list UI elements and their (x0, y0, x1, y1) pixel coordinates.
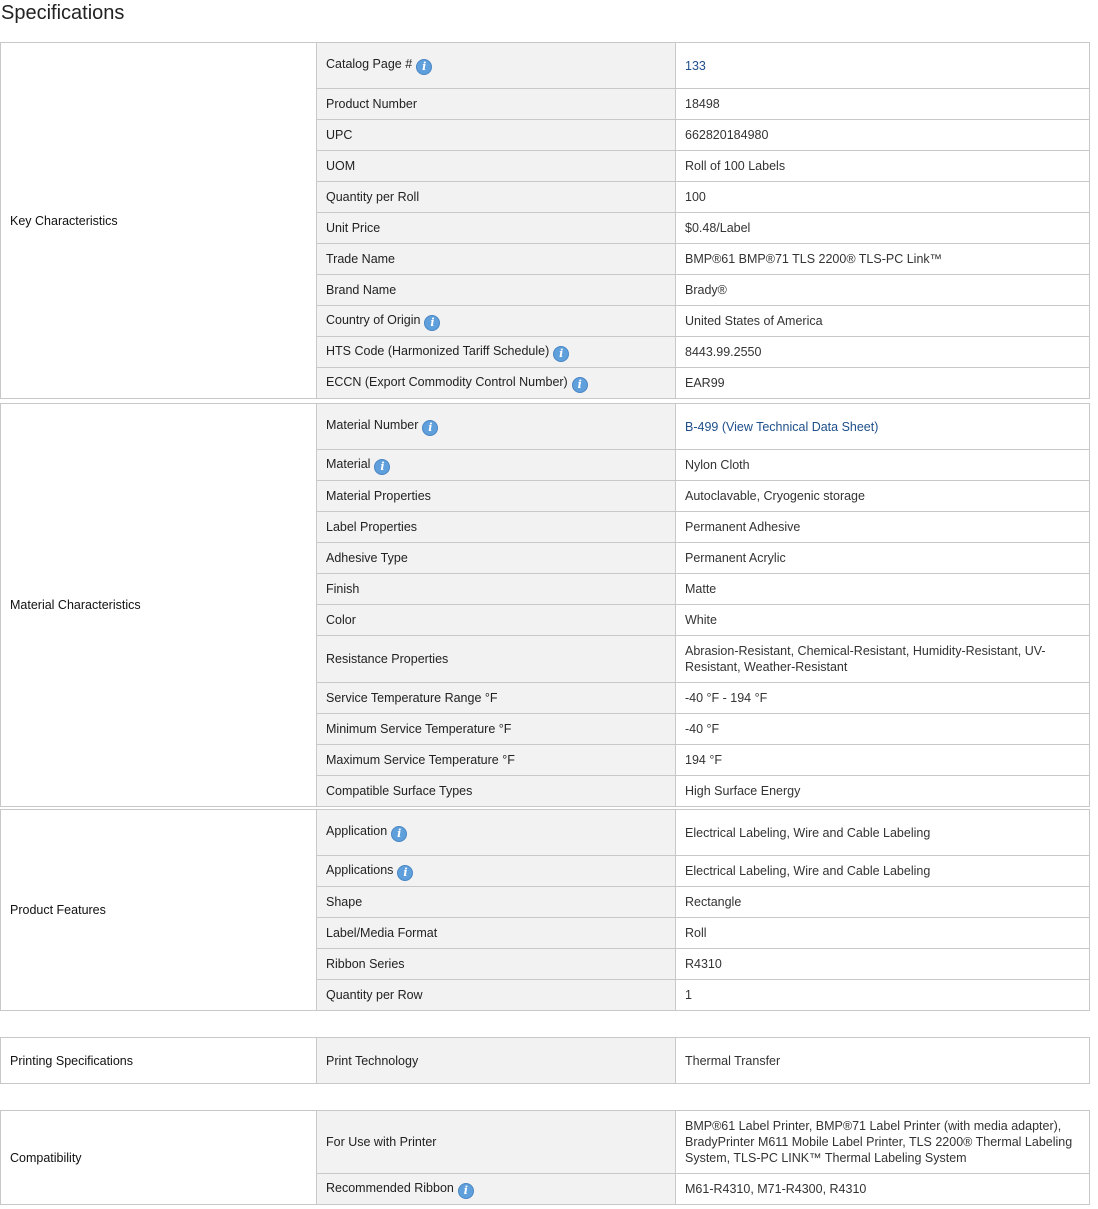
spec-value-cell (676, 605, 1090, 636)
spec-label: Recommended Ribbon (326, 1180, 454, 1195)
spec-label-cell (317, 543, 676, 574)
spec-value-cell (676, 244, 1090, 275)
spec-label: Compatible Surface Types (326, 784, 473, 798)
spec-value-cell (676, 887, 1090, 918)
spec-label-cell (317, 605, 676, 636)
spec-value-cell (676, 512, 1090, 543)
spec-value-cell (676, 745, 1090, 776)
spec-label: Catalog Page # (326, 57, 413, 71)
spec-value: Autoclavable, Cryogenic storage (685, 489, 865, 503)
spec-value-cell (676, 980, 1090, 1011)
page-title: Specifications (1, 2, 125, 24)
spec-table-printing (0, 1037, 1090, 1084)
spec-value: 1 (685, 988, 692, 1002)
spec-label-cell (317, 636, 676, 683)
spec-value: R4310 (685, 957, 722, 971)
spec-label: Material Properties (326, 489, 431, 503)
spec-value-cell (676, 714, 1090, 745)
spec-value: Rectangle (685, 895, 742, 909)
spec-label: Finish (326, 582, 360, 596)
info-icon[interactable] (572, 377, 588, 393)
spec-label: Quantity per Roll (326, 190, 420, 204)
spec-value-cell (676, 918, 1090, 949)
spec-value-cell (676, 810, 1090, 856)
table-row (1, 1038, 1090, 1084)
spec-label-cell (317, 714, 676, 745)
spec-table-material (0, 403, 1090, 807)
spec-table-compat (0, 1110, 1090, 1205)
spec-label: Quantity per Row (326, 988, 423, 1002)
spec-label: Label Properties (326, 520, 418, 534)
spec-value-cell (676, 776, 1090, 807)
spec-label: Unit Price (326, 221, 381, 235)
spec-label: Shape (326, 895, 363, 909)
spec-value-link[interactable]: B-499 (View Technical Data Sheet) (685, 419, 879, 434)
spec-label-cell (317, 574, 676, 605)
spec-value: High Surface Energy (685, 784, 801, 798)
spec-label-cell (317, 43, 676, 89)
spec-value: EAR99 (685, 376, 725, 390)
spec-label: Brand Name (326, 283, 397, 297)
spec-value: Electrical Labeling, Wire and Cable Labeling (685, 864, 931, 878)
spec-value: Brady® (685, 283, 727, 297)
spec-value: Matte (685, 582, 717, 596)
spec-value: 18498 (685, 97, 720, 111)
spec-label-cell (317, 1174, 676, 1205)
spec-label-cell (317, 275, 676, 306)
spec-label-cell (317, 306, 676, 337)
spec-value: Thermal Transfer (685, 1053, 781, 1068)
spec-value-cell (676, 1038, 1090, 1084)
spec-label-cell (317, 450, 676, 481)
spec-value: 100 (685, 190, 706, 204)
spec-value-cell (676, 43, 1090, 89)
info-icon[interactable] (458, 1183, 474, 1199)
spec-label-cell (317, 887, 676, 918)
spec-value: United States of America (685, 314, 823, 328)
info-icon[interactable] (422, 420, 438, 436)
table-row (1, 1111, 1090, 1174)
spec-table-key (0, 42, 1090, 399)
spec-value-cell (676, 636, 1090, 683)
spec-value: 194 °F (685, 753, 722, 767)
spec-value: -40 °F (685, 722, 720, 736)
spec-label-cell (317, 683, 676, 714)
spec-value: BMP®61 Label Printer, BMP®71 Label Printer (with media adapter), BradyPrinter M611 Mobile Label Printer, TLS 2200® Thermal Labeling System, TLS-PC LINK™ Thermal Labeling System (685, 1119, 1073, 1165)
spec-value: Permanent Adhesive (685, 520, 801, 534)
section-title-key: Key Characteristics (1, 43, 317, 399)
spec-label-cell (317, 745, 676, 776)
spec-label-cell (317, 918, 676, 949)
spec-value: BMP®61 BMP®71 TLS 2200® TLS-PC Link™ (685, 252, 943, 266)
spec-label: Ribbon Series (326, 957, 405, 971)
section-title-features: Product Features (1, 810, 317, 1011)
spec-value-cell (676, 404, 1090, 450)
spec-label-cell (317, 368, 676, 399)
spec-value-cell (676, 275, 1090, 306)
spec-value: -40 °F - 194 °F (685, 691, 768, 705)
spec-label-cell (317, 980, 676, 1011)
spec-value-cell (676, 856, 1090, 887)
spec-label: Country of Origin (326, 312, 421, 327)
info-icon[interactable] (391, 826, 407, 842)
spec-label: HTS Code (Harmonized Tariff Schedule) (326, 343, 550, 358)
spec-label-cell (317, 1111, 676, 1174)
spec-label: Product Number (326, 97, 418, 111)
spec-value: Abrasion-Resistant, Chemical-Resistant, Humidity-Resistant, UV-Resistant, Weather-Resistant (685, 644, 1046, 674)
section-title-compat: Compatibility (1, 1111, 317, 1205)
spec-label-cell (317, 213, 676, 244)
spec-value-cell (676, 450, 1090, 481)
spec-label: Material Number (326, 418, 419, 432)
spec-value-cell (676, 481, 1090, 512)
spec-label-cell (317, 337, 676, 368)
spec-label: Applications (326, 862, 394, 877)
table-row (1, 810, 1090, 856)
spec-value-cell (676, 182, 1090, 213)
table-row (1, 404, 1090, 450)
spec-value: M61-R4310, M71-R4300, R4310 (685, 1182, 867, 1196)
info-icon[interactable] (553, 346, 569, 362)
spec-value-cell (676, 151, 1090, 182)
spec-label: Minimum Service Temperature °F (326, 722, 512, 736)
spec-label: Service Temperature Range °F (326, 691, 498, 705)
spec-label-cell (317, 810, 676, 856)
spec-label-cell (317, 89, 676, 120)
spec-label: UPC (326, 128, 353, 142)
spec-label: Application (326, 824, 388, 838)
info-icon[interactable] (424, 315, 440, 331)
spec-value: $0.48/Label (685, 221, 751, 235)
spec-value-cell (676, 949, 1090, 980)
spec-label: Color (326, 613, 356, 627)
spec-label-cell (317, 949, 676, 980)
spec-value-cell (676, 368, 1090, 399)
spec-label: For Use with Printer (326, 1135, 437, 1149)
spec-label-cell (317, 182, 676, 213)
spec-value-cell (676, 1174, 1090, 1205)
spec-label: Resistance Properties (326, 652, 449, 666)
spec-label-cell (317, 856, 676, 887)
section-title-printing: Printing Specifications (1, 1038, 317, 1084)
spec-label: Material (326, 456, 371, 471)
spec-label: Trade Name (326, 252, 396, 266)
spec-value: Nylon Cloth (685, 458, 750, 472)
spec-value: 8443.99.2550 (685, 345, 762, 359)
spec-label: Adhesive Type (326, 551, 408, 565)
spec-value-cell (676, 574, 1090, 605)
info-icon[interactable] (397, 865, 413, 881)
spec-label: Print Technology (326, 1053, 419, 1068)
spec-value-cell (676, 120, 1090, 151)
spec-value: Roll of 100 Labels (685, 159, 786, 173)
spec-value-cell (676, 89, 1090, 120)
spec-label: Label/Media Format (326, 926, 438, 940)
spec-value-cell (676, 213, 1090, 244)
spec-label-cell (317, 512, 676, 543)
spec-label-cell (317, 776, 676, 807)
spec-table-features (0, 809, 1090, 1011)
spec-value: Permanent Acrylic (685, 551, 786, 565)
spec-label-cell (317, 244, 676, 275)
spec-value: Roll (685, 926, 707, 940)
spec-value-cell (676, 543, 1090, 574)
info-icon[interactable] (374, 459, 390, 475)
spec-value-cell (676, 306, 1090, 337)
spec-value-cell (676, 1111, 1090, 1174)
spec-label-cell (317, 1038, 676, 1084)
spec-value-link[interactable]: 133 (685, 58, 706, 73)
spec-label: ECCN (Export Commodity Control Number) (326, 374, 568, 389)
spec-label-cell (317, 481, 676, 512)
spec-value-cell (676, 683, 1090, 714)
info-icon[interactable] (416, 59, 432, 75)
spec-label: UOM (326, 159, 356, 173)
spec-value: Electrical Labeling, Wire and Cable Labeling (685, 825, 931, 840)
spec-value: White (685, 613, 717, 627)
spec-label-cell (317, 404, 676, 450)
spec-value: 662820184980 (685, 128, 769, 142)
spec-label: Maximum Service Temperature °F (326, 753, 515, 767)
spec-label-cell (317, 120, 676, 151)
section-title-material: Material Characteristics (1, 404, 317, 807)
spec-value-cell (676, 337, 1090, 368)
table-row (1, 43, 1090, 89)
spec-label-cell (317, 151, 676, 182)
